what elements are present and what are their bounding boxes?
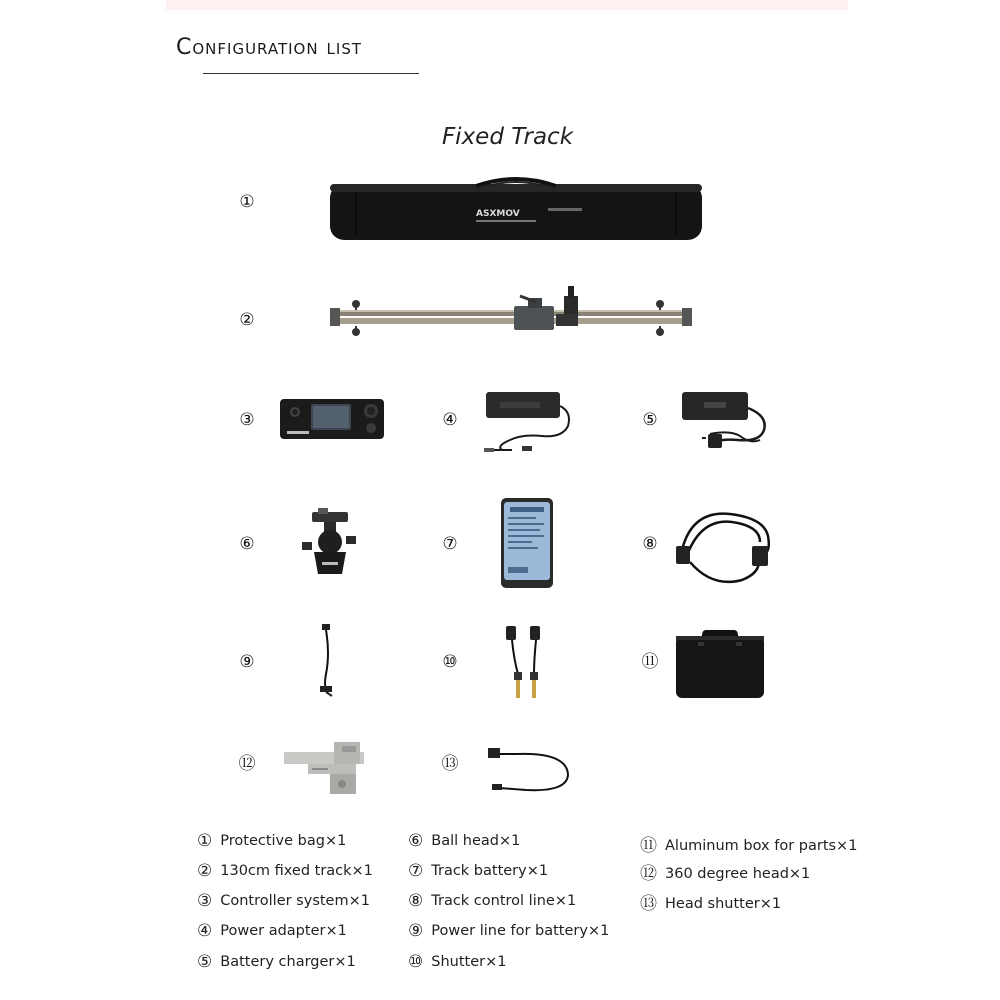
section-title: Fixed Track [441, 124, 574, 150]
bag-brand-logo: ASXMOV [476, 209, 520, 219]
track-control-line-image [672, 506, 774, 588]
legend-item-11: ⑪ Aluminum box for parts×1 [640, 836, 858, 856]
product-number-4: ④ [442, 410, 458, 430]
legend-item-1: ① Protective bag×1 [197, 831, 347, 851]
power-adapter-image [482, 390, 574, 456]
legend-item-5: ⑤ Battery charger×1 [197, 952, 356, 972]
shutter-cable-image [500, 624, 548, 702]
product-number-10: ⑩ [442, 652, 458, 672]
product-number-6: ⑥ [239, 534, 255, 554]
360-degree-head-image [282, 740, 380, 796]
protective-bag-image [326, 174, 706, 246]
track-battery-image [500, 497, 554, 589]
head-shutter-image [486, 744, 572, 796]
product-number-5: ⑤ [642, 410, 658, 430]
aluminum-box-image [674, 628, 766, 700]
title-underline [203, 73, 419, 74]
legend-item-7: ⑦ Track battery×1 [408, 861, 549, 881]
battery-charger-image [680, 390, 772, 458]
product-number-12: ⑫ [238, 754, 256, 774]
legend-item-8: ⑧ Track control line×1 [408, 891, 577, 911]
legend-item-13: ⑬ Head shutter×1 [640, 894, 782, 914]
controller-system-image [279, 398, 385, 440]
legend-item-6: ⑥ Ball head×1 [408, 831, 521, 851]
legend-item-12: ⑫ 360 degree head×1 [640, 864, 811, 884]
legend-item-4: ④ Power adapter×1 [197, 921, 347, 941]
fixed-track-image [330, 284, 692, 340]
product-number-7: ⑦ [442, 534, 458, 554]
product-number-9: ⑨ [239, 652, 255, 672]
legend-item-2: ② 130cm fixed track×1 [197, 861, 373, 881]
product-number-11: ⑪ [641, 652, 659, 672]
page-title: Configuration list [176, 35, 363, 60]
legend-item-10: ⑩ Shutter×1 [408, 952, 507, 972]
product-number-3: ③ [239, 410, 255, 430]
legend-item-3: ③ Controller system×1 [197, 891, 370, 911]
product-number-1: ① [239, 192, 255, 212]
product-number-8: ⑧ [642, 534, 658, 554]
top-banner-strip [166, 0, 848, 10]
ball-head-image [300, 508, 360, 578]
power-line-image [316, 624, 336, 698]
legend-item-9: ⑨ Power line for battery×1 [408, 921, 610, 941]
product-number-13: ⑬ [441, 754, 459, 774]
product-number-2: ② [239, 310, 255, 330]
